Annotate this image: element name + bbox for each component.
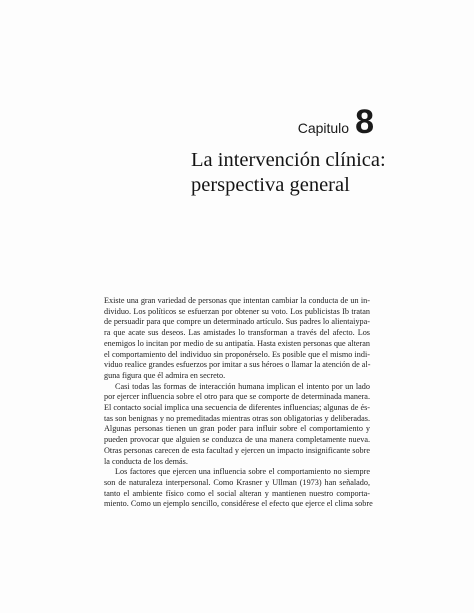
text-line: Existe una gran variedad de personas que intentan cambiar la conducta de un in-	[104, 296, 370, 305]
text-line: el comportamiento del individuo sin proponérselo. Es posible que el mismo indi-	[104, 349, 370, 359]
paragraph-1	[104, 296, 370, 382]
text-line: guna figura que él admira en secreto.	[104, 370, 226, 380]
chapter-title-line-1: La intervención clínica:	[191, 149, 386, 171]
text-line: tanto el ambiente físico como el social alteran y mantienen nuestro comporta-	[104, 488, 370, 498]
chapter-heading	[298, 105, 374, 139]
text-line: tas son benignas y no premeditadas mientras otras son obligatorias y deliberadas.	[104, 413, 370, 423]
text-line: viduo realice grandes esfuerzos por imitar a sus héroes o llamar la atención de al-	[104, 360, 371, 370]
text-line: Algunas personas tienen un gran poder para influir sobre el comportamiento y	[104, 424, 370, 434]
text-line: pueden provocar que alguien se conduzca de una manera completamente nueva.	[104, 435, 370, 445]
paragraph-3	[104, 467, 373, 510]
chapter-title-line-2: perspectiva general	[191, 174, 350, 196]
text-line: enemigos lo incitan por medio de su antipatía. Hasta existen personas que alteran	[104, 338, 370, 348]
chapter-label: Capitulo	[297, 120, 350, 136]
chapter-number: 8	[355, 103, 374, 141]
text-line: la conducta de los demás.	[104, 456, 188, 466]
text-line: Casi todas las formas de interacción humana implican el intento por un lado	[115, 381, 370, 391]
body-text	[104, 296, 373, 510]
text-line: miento. Como un ejemplo sencillo, considérese el efecto que ejerce el clima sobre	[104, 499, 373, 509]
text-line: de persuadir para que compre un determinado artículo. Sus padres lo alientaiypa-	[104, 317, 370, 327]
text-line: El contacto social implica una secuencia de diferentes influencias; algunas de és-	[104, 403, 370, 413]
text-line: Otras personas carecen de esta facultad y ejercen un impacto insignificante sobre	[104, 445, 370, 455]
paragraph-2	[104, 382, 370, 468]
text-line: ra que acate sus deseos. Las amistades lo transforman a través del afecto. Los	[104, 328, 370, 338]
text-line: por ejercer influencia sobre el otro para que se comporte de determinada manera.	[104, 392, 370, 402]
text-line: son de naturaleza interpersonal. Como Krasner y Ullman (1973) han señalado,	[104, 477, 370, 487]
text-line: Los factores que ejercen una influencia sobre el comportamiento no siempre	[115, 467, 370, 477]
chapter-title	[191, 148, 461, 198]
text-line: dividuo. Los políticos se esfuerzan por obtener su voto. Los publicistas Ib tratan	[104, 306, 370, 316]
